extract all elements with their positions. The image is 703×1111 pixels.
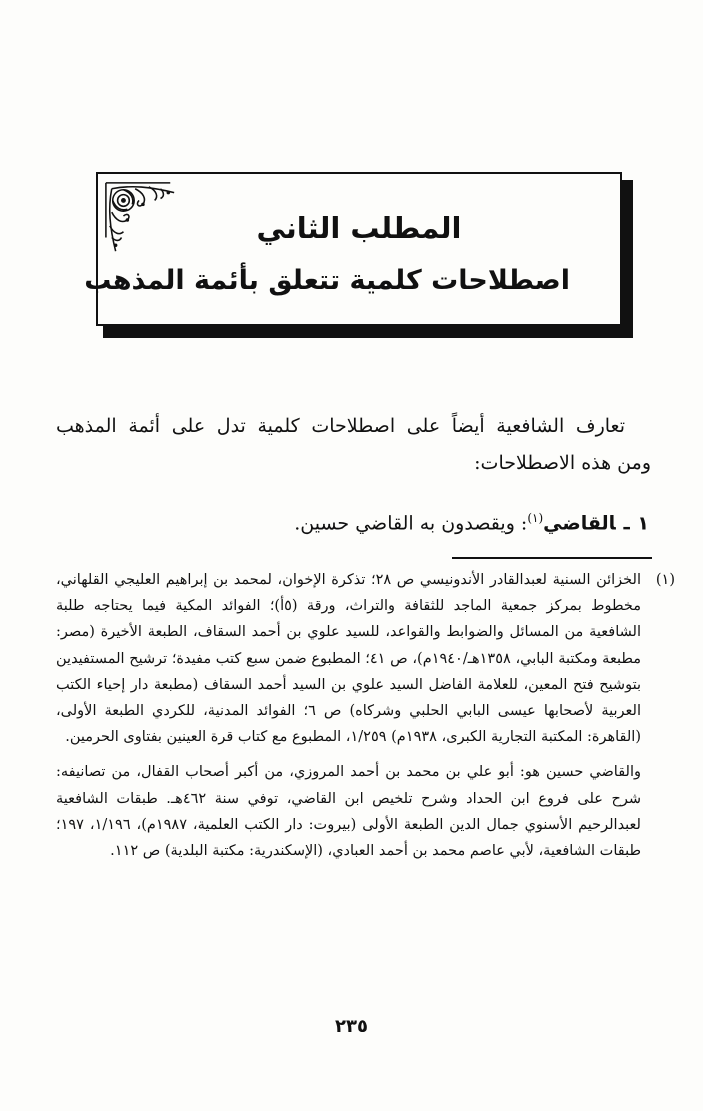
item-text: : ويقصدون به القاضي حسين. <box>294 512 528 535</box>
footnote-body <box>56 567 641 864</box>
intro-line-1: تعارف الشافعية أيضاً على اصطلاحات كلمية تدل على أئمة المذهب <box>56 415 625 437</box>
intro-line-2: ومن هذه الاصطلاحات: <box>474 452 651 474</box>
page-number: ٢٣٥ <box>335 1016 368 1037</box>
footnote-paragraph-1: الخزائن السنية لعبدالقادر الأندونيسي ص ٢٨؛ تذكرة الإخوان، لمحمد بن إبراهيم العليجي القلهاني، مخطوط بمركز جمعية الماجد للثقافة والتراث، ورقة (٥أ)؛ الفوائد المكية فيما يحتاجه طلبة الشافعية من المسائل والضوابط والقواعد، للسيد علوي بن أحمد السقاف، الطبعة الأخيرة (مصر: مطبعة ومكتبة البابي، ١٣٥٨هـ/١٩٤٠م)، ص ٤١؛ المطبوع ضمن سبع كتب مفيدة؛ ترشيح المستفيدين بتوشيح فتح المعين، للعلامة الفاضل السيد علوي بن السيد أحمد السقاف (مطبعة دار إحياء الكتب العربية لأصحابها عيسى البابي الحلبي وشركاه) ص ٦؛ الفوائد المدنية، للكردي الطبعة الأولى، (القاهرة: المكتبة التجارية الكبرى، ١٩٣٨م) ١/٢٥٩، المطبوع مع كتاب قرة العينين بفتاوى الحرمين. <box>56 572 641 746</box>
footnotes <box>56 567 675 864</box>
intro-paragraph <box>56 408 651 482</box>
item-dash: ـ <box>623 512 630 535</box>
footnote-paragraph-2: والقاضي حسين هو: أبو علي بن محمد بن أحمد المروزي، من أكبر أصحاب القفال، من تصانيفه: شرح على فروع ابن الحداد وشرح تلخيص ابن القاضي، توفي سنة ٤٦٢هـ. طبقات الشافعية لعبدالرحيم الأسنوي جمال الدين الطبعة الأولى (بيروت: دار الكتب العلمية، ١٩٨٧م)، ١/١٩٦، ١٩٧؛ طبقات الشافعية، لأبي عاصم محمد بن أحمد العبادي، (الإسكندرية: مكتبة البلدية) ص ١١٢. <box>56 764 641 860</box>
footnote-reference: (١) <box>527 511 544 525</box>
item-term: القاضي <box>543 512 616 535</box>
list-item <box>60 502 649 539</box>
item-number: ١ <box>637 512 649 535</box>
section-title-box <box>84 172 622 326</box>
section-subtitle: اصطلاحات كلمية تتعلق بأئمة المذهب <box>84 265 570 296</box>
section-title: المطلب الثاني <box>256 211 462 245</box>
floral-corner-ornament <box>102 178 180 258</box>
footnote-separator <box>452 557 652 559</box>
footnote-number: (١) <box>655 572 675 588</box>
footnote <box>56 567 675 864</box>
